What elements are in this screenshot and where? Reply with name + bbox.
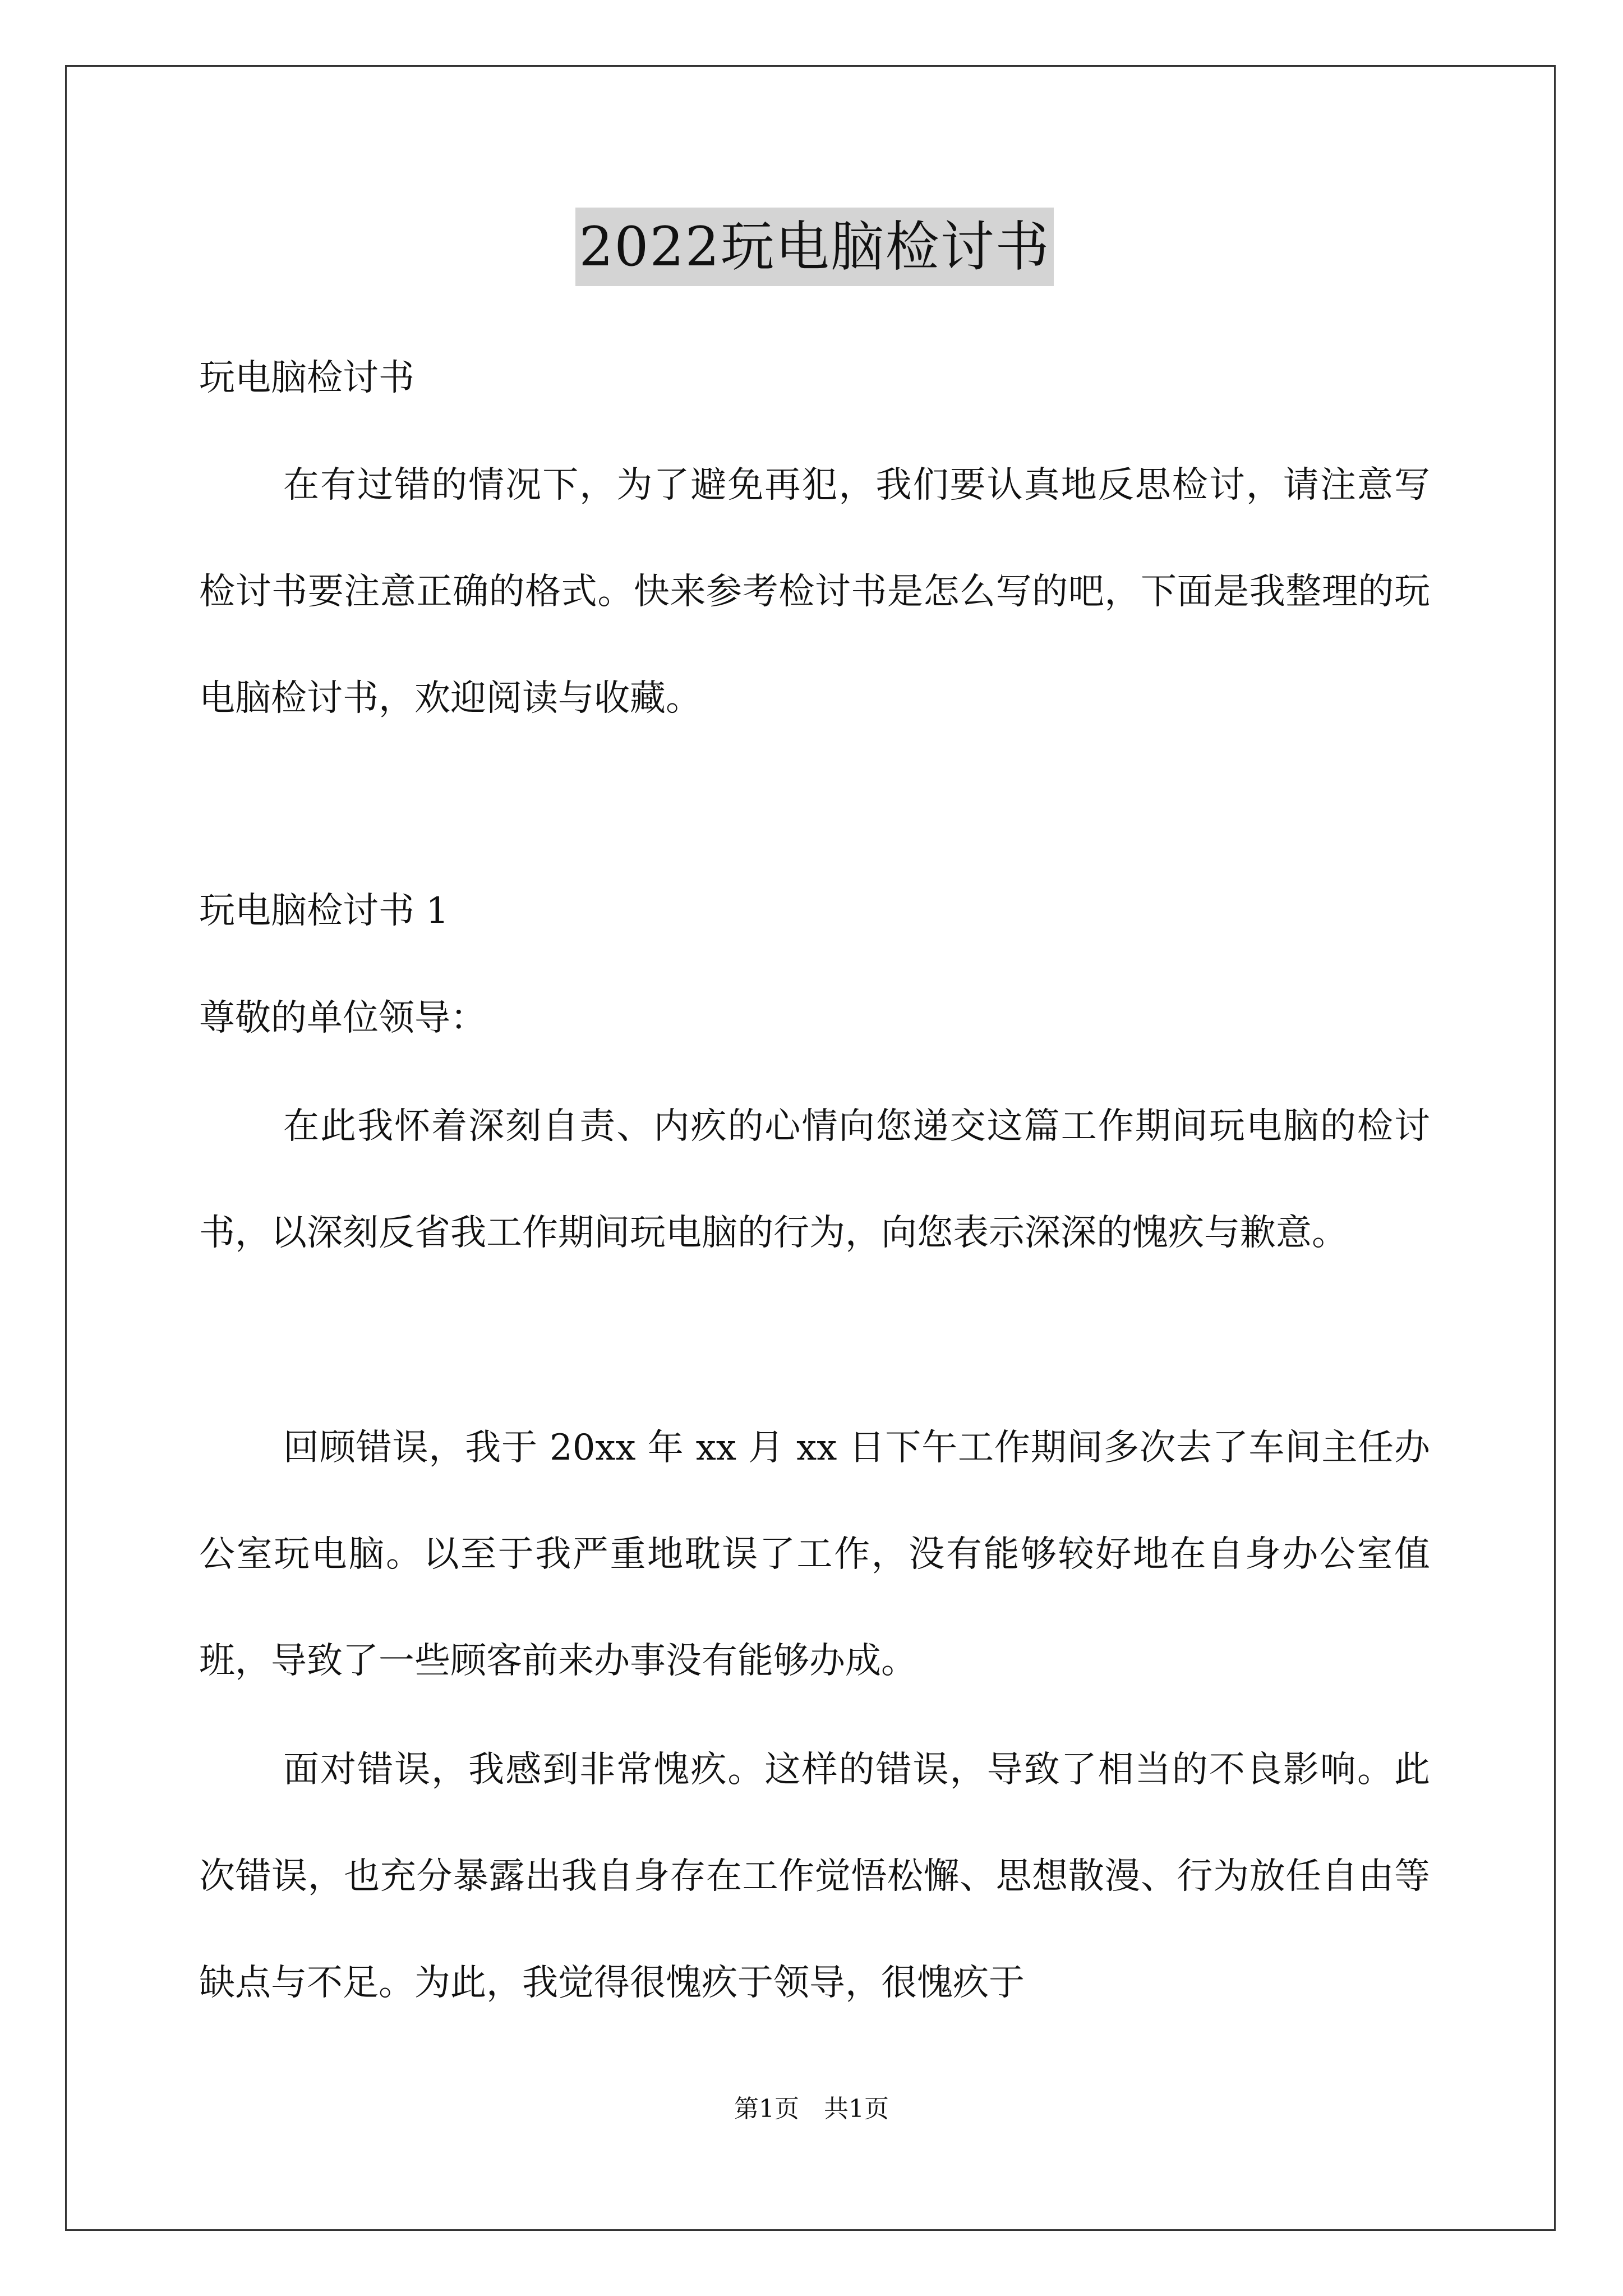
salutation: 尊敬的单位领导： [199,997,486,1039]
document-subtitle: 玩电脑检讨书 [199,357,414,399]
intro-paragraph: 在有过错的情况下，为了避免再犯，我们要认真地反思检讨，请注意写检讨书要注意正确的格式。快来参考检讨书是怎么写的吧，下面是我整理的玩电脑检讨书，欢迎阅读与收藏。 [199,464,1430,719]
section-heading: 玩电脑检讨书 1 [199,890,449,932]
page-footer: 第1页 共1页 [734,2095,889,2123]
document-title: 2022玩电脑检讨书 [575,208,1053,286]
body-paragraph-2: 回顾错误，我于 20xx 年 xx 月 xx 日下午工作期间多次去了车间主任办公室玩电脑。以至于我严重地耽误了工作，没有能够较好地在自身办公室值班，导致了一些顾客前来办事没有能够办成。 [199,1427,1430,1682]
body-paragraph-3: 面对错误，我感到非常愧疚。这样的错误，导致了相当的不良影响。此次错误，也充分暴露出我自身存在工作觉悟松懈、思想散漫、行为放任自由等缺点与不足。为此，我觉得很愧疚于领导，很愧疚于 [199,1749,1430,2004]
title-wrap [199,208,1430,286]
body-paragraph-1: 在此我怀着深刻自责、内疚的心情向您递交这篇工作期间玩电脑的检讨书，以深刻反省我工作期间玩电脑的行为，向您表示深深的愧疚与歉意。 [199,1106,1430,1254]
